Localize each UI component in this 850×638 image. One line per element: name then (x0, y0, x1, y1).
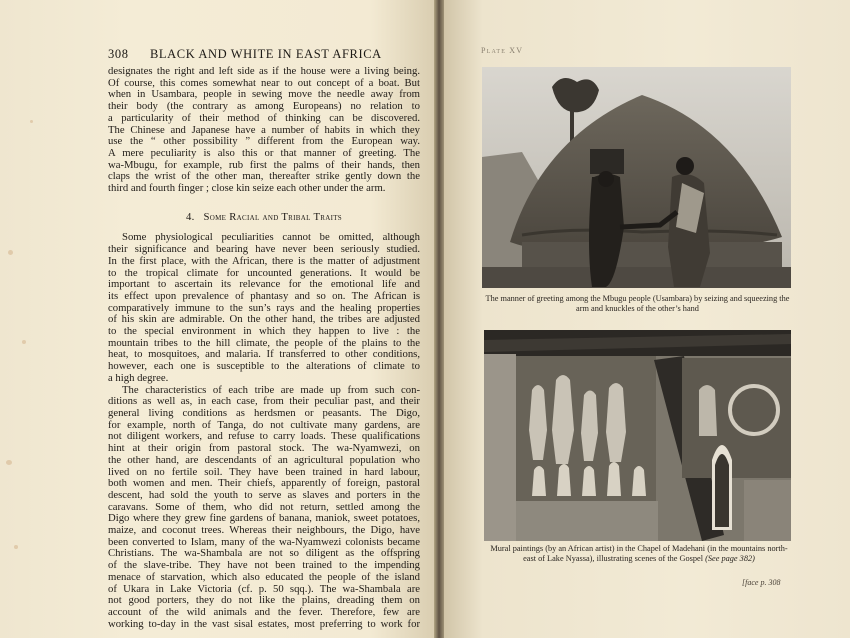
foxing-spot (22, 340, 26, 344)
text-line: to the tropical climate for uncounted generations. It would be (108, 266, 420, 279)
text-line: both women and men. Their chiefs, apparently of foreign, pastoral (108, 477, 420, 490)
text-line: Some physiological peculiarities cannot be omitted, although (122, 231, 420, 244)
foxing-spot (14, 545, 18, 549)
foxing-spot (8, 250, 13, 255)
text-line: third and fourth finger ; close kin seize each other under the arm. (108, 182, 386, 195)
text-line: claps the wrist of the other man, thereafter strike gently down the (108, 170, 420, 183)
text-line: heat, to mosquitoes, and malaria. If transferred to other conditions, (108, 348, 420, 361)
text-line: its effect upon prevalence of phantasy and so on. The African is (108, 289, 420, 302)
text-line: menace of starvation, which also educated the people of the island (108, 570, 420, 583)
text-line: been converted to Islam, many of the wa-Nyamwezi colonists became (108, 535, 420, 548)
greeting-photo-image (482, 67, 791, 288)
text-line: their significance and bearing have never been seriously studied. (108, 243, 420, 256)
body-text (108, 66, 420, 630)
foxing-spot (6, 460, 12, 465)
text-line: account of the wild animals and the fever. Therefore, few are (108, 605, 420, 618)
text-line: a high degree. (108, 371, 169, 384)
section-title: Some Racial and Tribal Traits (203, 210, 342, 223)
text-line: descent, had sold the youth to serve as slaves and porters in the (108, 488, 420, 501)
text-line: Digo where they grew fine gardens of banana, maniok, sweet potatoes, (108, 512, 420, 525)
text-line: a particularity of their method of thinking can be discovered. (108, 111, 420, 124)
running-head (108, 47, 420, 63)
caption-mural-text: Mural paintings (by an African artist) in the Chapel of Madehani (in the mountains north-east of Lake Nyassa), illustrating scenes of the Gospel (490, 544, 788, 563)
text-line: comparatively immune to the sun’s rays and the healing properties (108, 301, 420, 314)
text-line: caravans. Some of them, who did not return, settled among the (108, 500, 420, 513)
text-line: not good porters, they do not like the plains, dreading them on (108, 594, 420, 607)
section-heading (108, 212, 420, 224)
text-line: use the “ other possibility ” different from the European way. (108, 135, 420, 148)
text-line: designates the right and left side as if the house were a living being. (108, 65, 420, 77)
text-line: for example, north of Tanga, do not cultivate many gardens, are (108, 418, 420, 431)
book-gutter (434, 0, 444, 638)
greeting-photograph (482, 67, 791, 288)
text-line: ditions as well as, in each case, from their peculiar past, and their (108, 395, 420, 408)
text-line: to the special environment in which they happen to live : the (108, 325, 420, 338)
text-line: of his skin are admirable. On the other hand, the tribes are adjusted (108, 313, 420, 326)
text-line: wa-Mbugu, for example, rub first the palms of their hands, then (108, 158, 420, 171)
mural-photo-image (484, 330, 791, 541)
text-line: lived on no fertile soil. They have been trained in hard labour, (108, 465, 420, 478)
caption-mural (484, 544, 794, 564)
text-line: however, each one is susceptible to the alterations of climate to (108, 360, 420, 373)
text-line: working to-day in the vast sisal estates, most preferring to work for (108, 617, 420, 630)
text-line: hint at their origin from pastoral stock. The wa-Nyamwezi, on (108, 442, 420, 455)
text-line: their body (the contrary as among Europeans) no relation to (108, 100, 420, 113)
text-line: not diligent workers, and refuse to carry loads. These qualifications (108, 430, 420, 443)
text-line: when in Usambara, people in sewing move the needle away from (108, 88, 420, 101)
foxing-spot (30, 120, 33, 123)
caption-greeting: The manner of greeting among the Mbugu people (Usambara) by seizing and squeezing the arm and knuckles of the other’s hand (485, 294, 790, 313)
text-line: important to ascertain its relevance for the emotional life and (108, 278, 420, 291)
paragraph-greeting-customs (108, 66, 420, 195)
page-number: 308 (108, 47, 129, 61)
plate-label: Plate XV (481, 46, 524, 55)
text-line: of the slave-tribe. They have not been trained to the impending (108, 559, 420, 572)
mural-photograph (484, 330, 791, 541)
text-line: Of course, this comes somewhat near to out concept of a boat. But (108, 76, 420, 89)
facing-page-reference: [face p. 308 (742, 578, 781, 587)
text-line: general living conditions as herdsmen or peasants. The Digo, (108, 406, 420, 419)
running-title: BLACK AND WHITE IN EAST AFRICA (150, 47, 382, 61)
text-line: A mere peculiarity is also this or that manner of greeting. The (108, 146, 420, 159)
text-line: maize, and coconut trees. Whereas their neighbours, the Digo, have (108, 524, 420, 537)
text-line: the other hand, are descendants of an agricultural population who (108, 453, 420, 466)
paragraph-physiological (108, 232, 420, 384)
caption-mural-page-ref: (See page 382) (705, 554, 755, 563)
text-line: Christians. The wa-Shambala are not so diligent as the offspring (108, 547, 420, 560)
section-number: 4. (185, 210, 195, 223)
text-line: In the first place, with the African, there is the matter of adjustment (108, 254, 420, 267)
text-line: mountain tribes to the hill climate, the people of the plains to the (108, 336, 420, 349)
paragraph-tribal-characteristics (108, 385, 420, 631)
text-line: of Ukara in Lake Victoria (cf. p. 50 sqq.). The wa-Shambala are (108, 582, 420, 595)
text-line: The characteristics of each tribe are made up from such con- (122, 383, 420, 396)
text-line: The Chinese and Japanese have a number of habits in which they (108, 123, 420, 136)
